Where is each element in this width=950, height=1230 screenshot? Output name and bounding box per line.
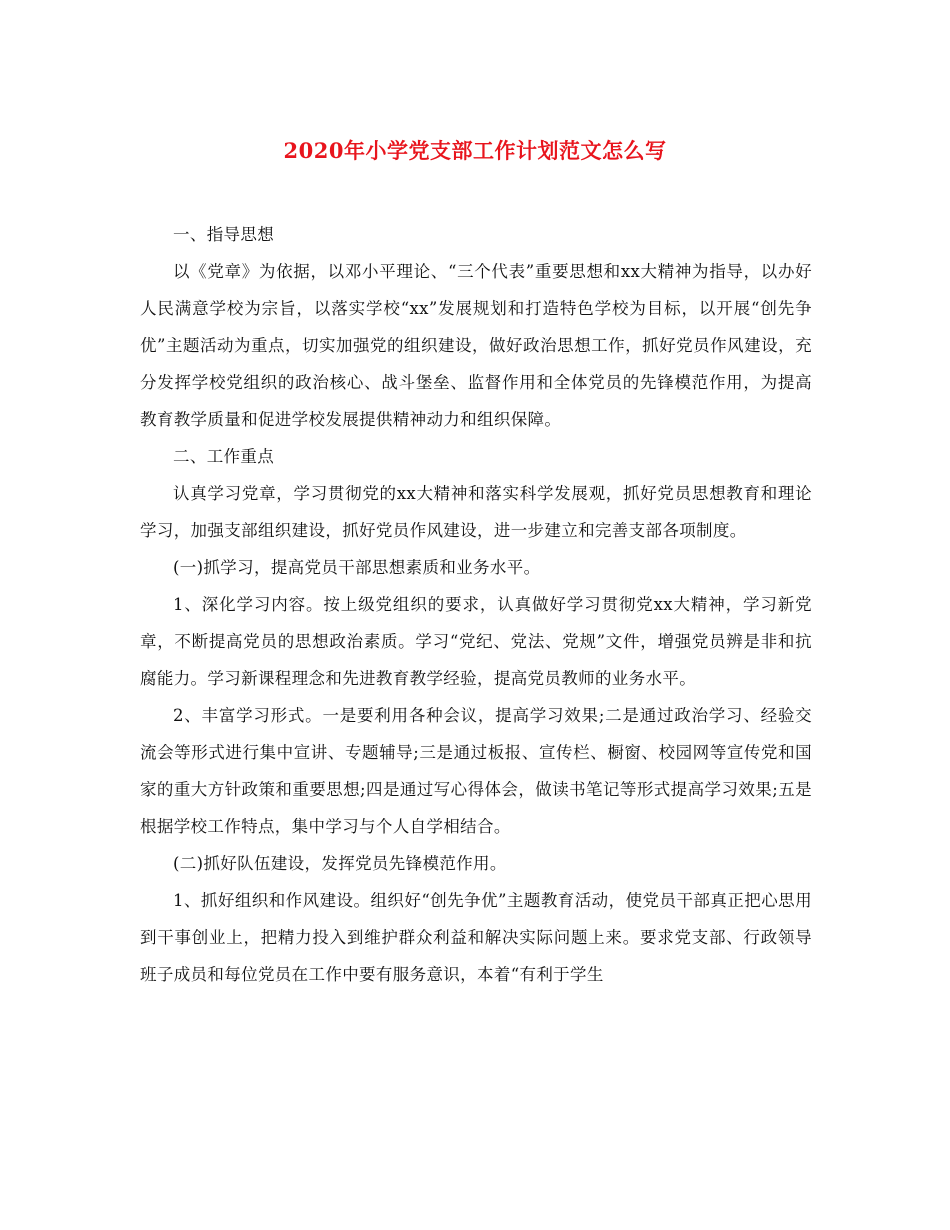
paragraph-work-focus: 认真学习党章，学习贯彻党的xx大精神和落实科学发展观，抓好党员思想教育和理论学习，加强支部组织建设，抓好党员作风建设，进一步建立和完善支部各项制度。 (140, 484, 812, 540)
document-body (140, 216, 812, 993)
paragraph-deepen-study-content: 1、深化学习内容。按上级党组织的要求，认真做好学习贯彻党xx大精神，学习新党章，不断提高党员的思想政治素质。学习“党纪、党法、党规”文件，增强党员辨是非和抗腐能力。学习新课程理念和先进教育教学经验，提高党员教师的业务水平。 (140, 595, 812, 688)
paragraph-enrich-study-forms: 2、丰富学习形式。一是要利用各种会议，提高学习效果;二是通过政治学习、经验交流会等形式进行集中宣讲、专题辅导;三是通过板报、宣传栏、橱窗、校园网等宣传党和国家的重大方针政策和重要思想;四是通过写心得体会，做读书笔记等形式提高学习效果;五是根据学校工作特点，集中学习与个人自学相结合。 (140, 706, 812, 836)
section-heading-work-focus: 二、工作重点 (173, 447, 275, 466)
paragraph-organization-style-building: 1、抓好组织和作风建设。组织好“创先争优”主题教育活动，使党员干部真正把心思用到干事创业上，把精力投入到维护群众利益和解决实际问题上来。要求党支部、行政领导班子成员和每位党员在工作中要有服务意识，本着“有利于学生 (140, 891, 812, 984)
paragraph-guiding-ideology: 以《党章》为依据，以邓小平理论、“三个代表”重要思想和xx大精神为指导，以办好人民满意学校为宗旨，以落实学校“xx”发展规划和打造特色学校为目标，以开展“创先争优”主题活动为重点，切实加强党的组织建设，做好政治思想工作，抓好党员作风建设，充分发挥学校党组织的政治核心、战斗堡垒、监督作用和全体党员的先锋模范作用，为提高教育教学质量和促进学校发展提供精神动力和组织保障。 (140, 262, 812, 429)
subheading-team-building: (二)抓好队伍建设，发挥党员先锋模范作用。 (173, 854, 507, 873)
subheading-study: (一)抓学习，提高党员干部思想素质和业务水平。 (173, 558, 541, 577)
section-heading-guiding-ideology: 一、指导思想 (173, 225, 275, 244)
document-title: 2020年小学党支部工作计划范文怎么写 (283, 138, 667, 163)
